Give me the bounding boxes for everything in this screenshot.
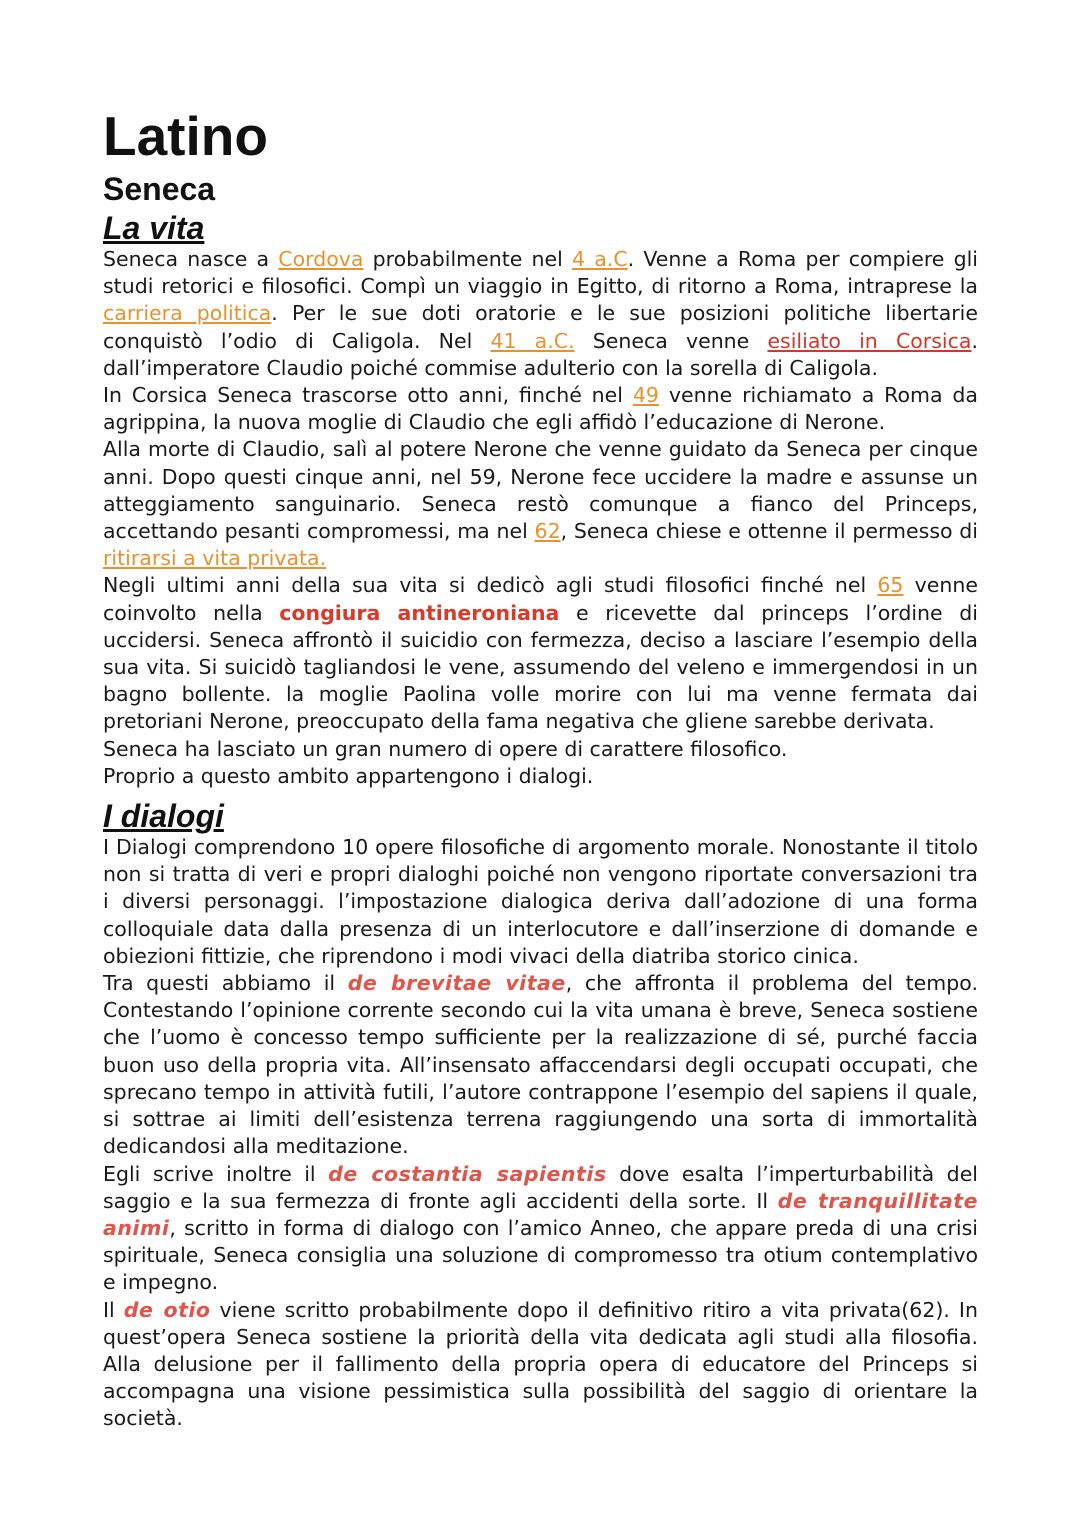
congiura-highlight: congiura antineroniana (279, 600, 560, 625)
author-heading: Seneca (103, 171, 216, 207)
work-de-brevitae-vitae: de brevitae vitae (347, 971, 566, 996)
work-de-otio: de otio (123, 1297, 211, 1322)
place-cordova-highlight: Cordova (278, 247, 364, 271)
document-page (103, 104, 978, 1433)
year-4ac-highlight: 4 a.C (572, 247, 628, 271)
section-heading-vita: La vita (103, 210, 205, 246)
esilio-corsica-highlight: esiliato in Corsica (767, 328, 972, 353)
year-62-highlight: 62 (534, 519, 561, 544)
dialogi-paragraph-4: Il de otio viene scritto probabilmente dopo il definitivo ritiro a vita privata(62). In quest’opera Seneca sostiene la priorità della vita dedicata agli studi alla filosofia. Alla delusione per il fallimento della propria opera di educatore del Princeps si accompagna una visione pessimistica sulla possibilità del saggio di orientare la società. (103, 1297, 978, 1431)
dialogi-paragraph-3: Egli scrive inoltre il de costantia sapientis dove esalta l’imperturbabilità del saggio e la sua fermezza di fronte agli accidenti della sorte. Il de tranquillitate animi, scritto in forma di dialogo con l’amico Anneo, che appare preda di una crisi spirituale, Seneca consiglia una soluzione di compromesso tra otium contemplativo e impegno. (103, 1161, 979, 1295)
ritiro-highlight: ritirarsi a vita privata. (103, 546, 327, 571)
year-65-highlight: 65 (877, 573, 904, 598)
vita-paragraph-5: Seneca ha lasciato un gran numero di opere di carattere filosofico. (103, 736, 788, 761)
document-title: Latino (103, 105, 268, 167)
vita-paragraph-3: Alla morte di Claudio, salì al potere Nerone che venne guidato da Seneca per cinque anni. Dopo questi cinque anni, nel 59, Nerone fece uccidere la madre e assunse un atteggiamento sanguinario. Seneca restò comunque a fianco del Princeps, accettando pesanti compromessi, ma nel 62, Seneca chiese e ottenne il permesso di ritirarsi a vita privata. (103, 437, 978, 571)
dialogi-paragraph-2: Tra questi abbiamo il de brevitae vitae, che affronta il problema del tempo. Contestando l’opinione corrente secondo cui la vita umana è breve, Seneca sostiene che l’uomo è concesso tempo sufficiente per la realizzazione di sé, purché faccia buon uso della propria vita. All’insensato affaccendarsi degli occupati occupati, che sprecano tempo in attività futili, l’autore contrappone l’esempio del sapiens il quale, si sottrae ai limiti dell’esistenza terrena raggiungendo una sorta di immortalità dedicandosi alla meditazione. (103, 971, 978, 1159)
vita-paragraph-2: In Corsica Seneca trascorse otto anni, finché nel 49 venne richiamato a Roma da agrippina, la nuova moglie di Claudio che egli affidò l’educazione di Nerone. (103, 383, 978, 435)
dialogi-paragraph-1: I Dialogi comprendono 10 opere filosofiche di argomento morale. Nonostante il titolo non si tratta di veri e propri dialoghi poiché non vengono riportate conversazioni tra i diversi personaggi. l’impostazione dialogica deriva dall’adozione di una forma colloquiale data dalla presenza di un interlocutore e dall’inserzione di domande e obiezioni fittizie, che riprendono i modi vivaci della diatriba storico cinica. (103, 835, 978, 968)
work-de-costantia-sapientis: de costantia sapientis (328, 1161, 607, 1186)
section-heading-dialogi: I dialogi (103, 798, 224, 835)
vita-paragraph-4: Negli ultimi anni della sua vita si dedicò agli studi filosofici finché nel 65 venne coinvolto nella congiura antineroniana e ricevette dal princeps l’ordine di uccidersi. Seneca affrontò il suicidio con fermezza, deciso a lasciare l’esempio della sua vita. Si suicidò tagliandosi le vene, assumendo del veleno e immergendosi in un bagno bollente. la moglie Paolina volle morire con lui ma venne fermata dai pretoriani Nerone, preoccupato della fama negativa che gliene sarebbe derivata. (103, 573, 978, 734)
year-49-highlight: 49 (632, 383, 659, 408)
vita-paragraph-6: Proprio a questo ambito appartengono i dialogi. (103, 763, 594, 788)
vita-paragraph-1: Seneca nasce a Cordova probabilmente nel 4 a.C. Venne a Roma per compiere gli studi retorici e filosofici. Compì un viaggio in Egitto, di ritorno a Roma, intraprese la carriera politica. Per le sue doti oratorie e le sue posizioni politiche libertarie conquistò l’odio di Caligola. Nel 41 a.C. Seneca venne esiliato in Corsica. dall’imperatore Claudio poiché commise adulterio con la sorella di Caligola. (103, 247, 979, 380)
carriera-politica-highlight: carriera politica (103, 301, 272, 326)
year-41ac-highlight: 41 a.C. (490, 328, 575, 353)
work-de-tranquillitate-animi: de tranquillitate animi (103, 1188, 978, 1240)
